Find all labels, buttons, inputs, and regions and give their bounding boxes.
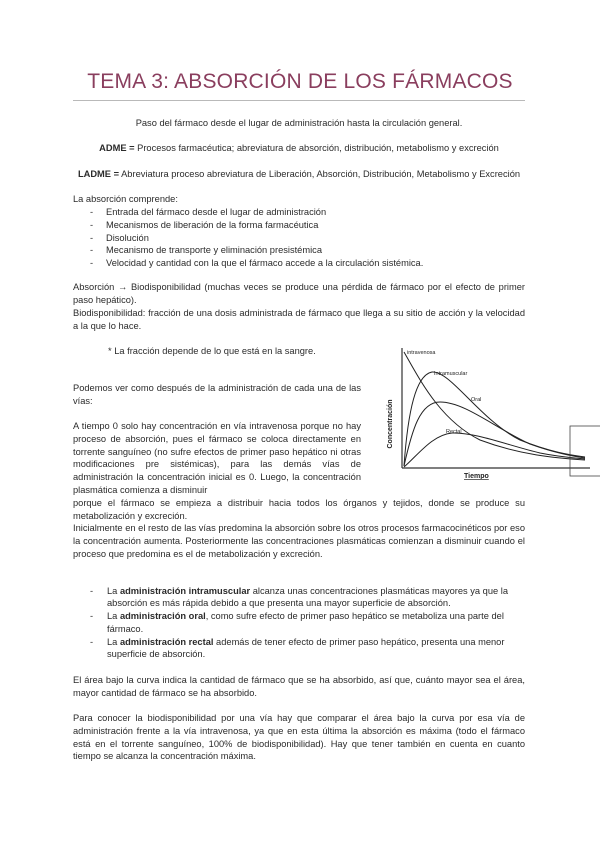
concentration-time-figure — [380, 340, 600, 485]
adme-definition — [73, 142, 525, 155]
intravenous-curve — [404, 352, 585, 460]
x-axis-label: Tiempo — [464, 473, 489, 480]
initial-paragraph: Inicialmente en el resto de las vías predomina la absorción sobre los otros procesos farmacocinéticos por eso la concentración aumenta. Posteriormente las concentraciones plasmáticas comienzan a disminuir cuando el proceso que predomina es el de metabolización y excreción. — [73, 523, 525, 559]
label-oral: Oral — [471, 397, 482, 403]
ladme-definition — [73, 168, 525, 181]
absorption-list — [73, 206, 525, 270]
list-item: - Mecanismo de transporte y eliminación presistémica — [90, 245, 322, 256]
fraction-note: * La fracción depende de lo que está en la sangre. — [108, 346, 316, 356]
ladme-text: Abreviatura proceso abreviatura de Liberación, Absorción, Distribución, Metabolismo y Excreción — [119, 169, 521, 179]
adme-text: Procesos farmacéutica; abreviatura de absorción, distribución, metabolismo y excreción — [134, 143, 499, 153]
y-axis-label: Concentración — [387, 399, 394, 449]
area-paragraph: El área bajo la curva indica la cantidad de fármaco que se ha absorbido, así que, cuánto mayor sea el área, mayor cantidad de fármaco se ha absorbido. — [73, 675, 525, 698]
time-zero-paragraph: A tiempo 0 solo hay concentración en vía intravenosa porque no hay proceso de absorción, pues el fármaco se coloca directamente en torrente sanguíneo (no sufre efectos de primer paso hepático ni otras modificaciones pre sistémicas), para las demás vías de administración la concentración inicial es 0. Luego, la concentración plasmática comienza a disminuir — [73, 421, 361, 495]
label-rectal: Rectal — [446, 429, 462, 435]
list-item: - Disolución — [90, 232, 149, 243]
rectal-curve — [404, 433, 585, 467]
list-item: - La administración oral, como sufre efecto de primer paso hepático se metaboliza una parte del fármaco. — [90, 611, 504, 634]
list-item: - Velocidad y cantidad con la que el fármaco accede a la circulación sistémica. — [90, 258, 424, 269]
label-intramuscular: Intramuscular — [434, 371, 468, 377]
page-title: TEMA 3: ABSORCIÓN DE LOS FÁRMACOS — [87, 70, 513, 93]
absorption-heading: La absorción comprende: — [73, 194, 178, 204]
intro-paragraph: Paso del fármaco desde el lugar de administración hasta la circulación general. — [135, 118, 463, 128]
routes-intro: Podemos ver como después de la administración de cada una de las vías: — [73, 383, 361, 406]
time-zero-continuation: porque el fármaco se empieza a distribuir hacia todos los órganos y tejidos, donde se produce su metabolización y excreción. — [73, 498, 525, 521]
concentration-chart — [380, 340, 600, 485]
routes-list — [73, 585, 525, 660]
intramuscular-curve — [404, 372, 585, 466]
label-intravenous: intravenosa — [407, 350, 436, 356]
list-item: - Mecanismos de liberación de la forma farmacéutica — [90, 219, 319, 230]
list-item: - La administración rectal además de tener efecto de primer paso hepático, presenta una menor superficie de absorción. — [90, 636, 505, 660]
ladme-term: LADME = — [77, 169, 120, 179]
list-item: - Entrada del fármaco desde el lugar de administración — [90, 207, 327, 217]
adme-term: ADME = — [99, 143, 135, 153]
title-divider — [73, 100, 525, 101]
bioavailability-comparison: Para conocer la biodisponibilidad por una vía hay que comparar el área bajo la curva por esa vía de administración frente a la vía intravenosa, ya que en esta última la absorción es máxima (todo el fármaco está en el torrente sanguíneo, 100% de biodisponibilidad). Hay que tener también en cuenta en cuanto tiempo se alcanza la concentración máxima. — [73, 713, 525, 762]
bioavailability-paragraph: Absorción → Biodisponibilidad (muchas veces se produce una pérdida de fármaco por el efecto de primer paso hepático). — [73, 282, 525, 305]
bioavailability-definition: Biodisponibilidad: fracción de una dosis administrada de fármaco que llega a su sitio de acción y la velocidad a la que lo hace. — [73, 308, 525, 331]
list-item: - La administración intramuscular alcanza unas concentraciones plasmáticas mayores ya que la absorción es más rápida debido a que presenta una mayor superficie de absorción. — [90, 586, 509, 609]
